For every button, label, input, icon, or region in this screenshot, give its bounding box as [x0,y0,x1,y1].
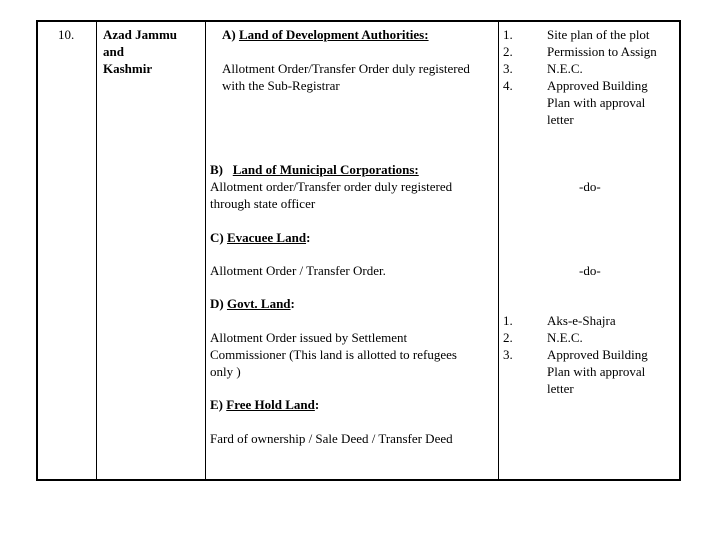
section-e-suffix: : [314,397,320,412]
section-a-doc-2: Permission to Assign [547,44,657,59]
section-a-doc-5: Plan with approval [547,95,646,110]
column-divider-3 [498,22,499,479]
section-c-title: Evacuee Land [226,230,307,245]
state-name-line-2: and [103,44,124,59]
section-a-num-4: 4. [503,78,513,93]
section-a-body-line-2: with the Sub-Registrar [222,78,340,93]
section-a-heading [222,26,429,43]
section-a-body-line-1: Allotment Order/Transfer Order duly registered [222,61,470,76]
section-a-title: Land of Development Authorities: [238,27,429,42]
section-d-suffix: : [290,296,295,311]
section-d-doc-1: Aks-e-Shajra [547,313,616,328]
section-a-doc-3: N.E.C. [547,61,583,76]
section-a-num-2: 2. [503,44,513,59]
section-d-doc-2: N.E.C. [547,330,583,345]
section-e-title: Free Hold Land [226,397,315,412]
section-e-heading [210,396,319,413]
section-d-body-line-2: Commissioner (This land is allotted to refugees [210,347,457,362]
section-e-body: Fard of ownership / Sale Deed / Transfer Deed [210,431,453,446]
section-a-doc-4: Approved Building [547,78,648,93]
serial-number: 10. [58,27,75,42]
state-name-line-1: Azad Jammu [103,27,178,42]
section-b-body-line-1: Allotment order/Transfer order duly registered [210,179,453,194]
section-c-heading [210,229,310,246]
section-d-doc-4: Plan with approval [547,364,646,379]
section-a-doc-6: letter [547,112,574,127]
section-d-num-3: 3. [503,347,513,362]
column-divider-1 [96,22,97,479]
section-d-body-line-3: only ) [210,364,241,379]
state-name-line-3: Kashmir [103,61,153,76]
section-c-body: Allotment Order / Transfer Order. [210,263,386,278]
section-b-title: Land of Municipal Corporations: [232,162,419,177]
section-d-title: Govt. Land [226,296,291,311]
section-d-num-1: 1. [503,313,513,328]
section-a-num-3: 3. [503,61,513,76]
section-c-suffix: : [306,230,311,245]
section-d-body-line-1: Allotment Order issued by Settlement [210,330,408,345]
section-d-heading [210,295,295,312]
section-a-num-1: 1. [503,27,513,42]
section-d-prefix: D) [210,296,227,311]
section-b-prefix: B) [210,162,233,177]
section-b-body-line-2: through state officer [210,196,316,211]
section-e-prefix: E) [210,397,227,412]
column-divider-2 [205,22,206,479]
section-b-heading [210,161,419,178]
section-c-prefix: C) [210,230,227,245]
section-b-doc: -do- [579,179,601,194]
section-c-doc: -do- [579,263,601,278]
section-a-doc-1: Site plan of the plot [547,27,650,42]
section-a-prefix: A) [222,27,239,42]
section-d-doc-3: Approved Building [547,347,648,362]
section-d-num-2: 2. [503,330,513,345]
section-d-doc-5: letter [547,381,574,396]
